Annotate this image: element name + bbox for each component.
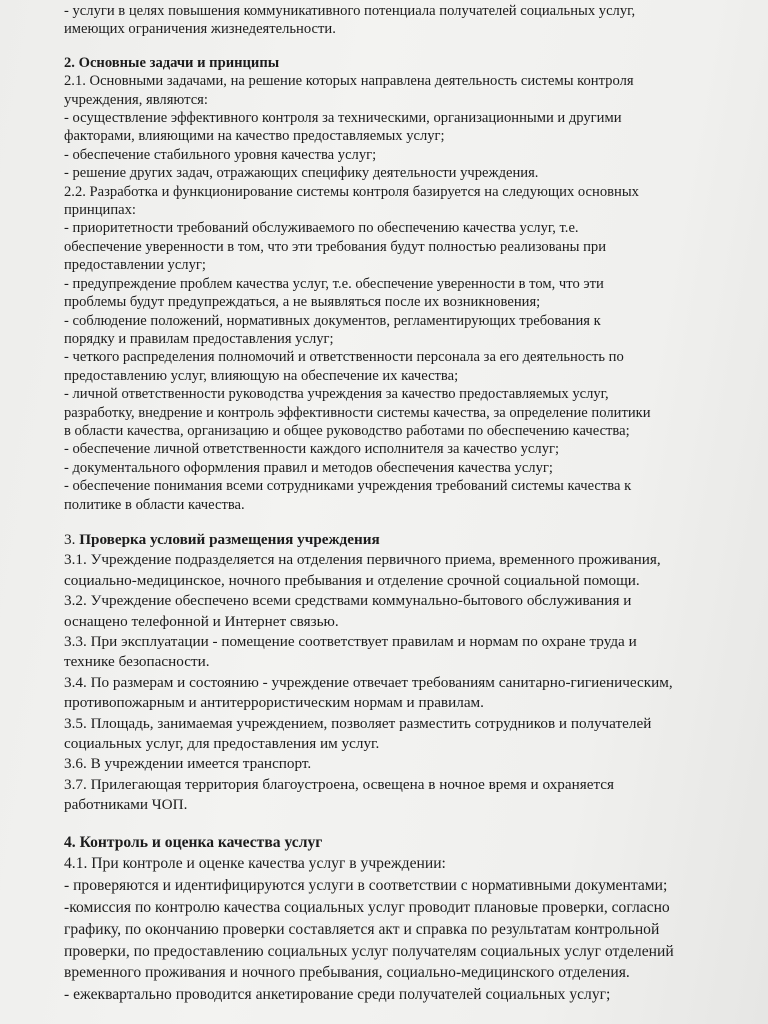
section-3-heading	[64, 530, 738, 550]
text-line: 2.2. Разработка и функционирование системы контроля базируется на следующих основных	[64, 183, 639, 200]
text-line: социально-медицинское, ночного пребывания и отделение срочной социальной помощи.	[64, 571, 640, 589]
text-line: - ежеквартально проводится анкетирование среди получателей социальных услуг;	[64, 986, 611, 1004]
text-line: политике в области качества.	[64, 496, 245, 513]
section-4	[64, 832, 738, 1006]
text-line: порядку и правилам предоставления услуг;	[64, 330, 334, 347]
section-3-heading-text: Проверка условий размещения учреждения	[79, 530, 380, 548]
text-line: технике безопасности.	[64, 653, 210, 671]
text-line: - документального оформления правил и методов обеспечения качества услуг;	[64, 459, 553, 476]
section-2-heading: 2. Основные задачи и принципы	[64, 54, 280, 71]
text-line: 4.1. При контроле и оценке качества услуг в учреждении:	[64, 855, 446, 873]
text-line: предоставлению услуг, влияющую на обеспечение их качества;	[64, 367, 459, 384]
text-line: - четкого распределения полномочий и ответственности персонала за его деятельность по	[64, 349, 624, 366]
text-line: - обеспечение понимания всеми сотрудниками учреждения требований системы качества к	[64, 478, 632, 495]
text-line: разработку, внедрение и контроль эффективности системы качества, за определение политики	[64, 404, 651, 421]
section-4-heading: 4. Контроль и оценка качества услуг	[64, 833, 323, 851]
text-line: - обеспечение личной ответственности каждого исполнителя за качество услуг;	[64, 441, 560, 458]
text-line: 3.7. Прилегающая территория благоустроена, освещена в ночное время и охраняется	[64, 775, 615, 793]
text-line: работниками ЧОП.	[64, 796, 188, 814]
text-line: - услуги в целях повышения коммуникативного потенциала получателей социальных услуг,	[64, 3, 636, 19]
text-line: - приоритетности требований обслуживаемого по обеспечению качества услуг, т.е.	[64, 220, 579, 237]
spacer	[64, 816, 738, 832]
section-3-heading-number: 3.	[64, 530, 80, 548]
text-line: - обеспечение стабильного уровня качества услуг;	[64, 146, 377, 163]
text-line: в области качества, организацию и общее руководство работами по обеспечению качества;	[64, 422, 630, 439]
text-line: - проверяются и идентифицируются услуги в соответствии с нормативными документами;	[64, 877, 668, 895]
text-line: - личной ответственности руководства учреждения за качество предоставляемых услуг,	[64, 386, 609, 403]
text-line: -комиссия по контролю качества социальных услуг проводит плановые проверки, согласно	[64, 899, 670, 917]
text-line: 3.1. Учреждение подразделяется на отделения первичного приема, временного проживания,	[64, 551, 661, 569]
text-line: 3.6. В учреждении имеется транспорт.	[64, 755, 312, 773]
text-line: факторами, влияющими на качество предоставляемых услуг;	[64, 128, 445, 145]
text-line: имеющих ограничения жизнедеятельности.	[64, 21, 336, 38]
intro-block	[64, 2, 738, 39]
text-line: 3.5. Площадь, занимаемая учреждением, позволяет разместить сотрудников и получателей	[64, 714, 652, 732]
text-line: графику, по окончанию проверки составляется акт и справка по результатам контрольной	[64, 920, 660, 938]
section-3	[64, 530, 738, 816]
text-line: проблемы будут предупреждаться, а не выявляться после их возникновения;	[64, 294, 541, 311]
text-line: проверки, по предоставлению социальных услуг получателям социальных услуг отделений	[64, 942, 674, 960]
text-line: учреждения, являются:	[64, 91, 208, 108]
text-line: - соблюдение положений, нормативных документов, регламентирующих требования к	[64, 312, 601, 329]
text-line: временного проживания и ночного пребывания, социально-медицинского отделения.	[64, 964, 630, 982]
text-line: - предупреждение проблем качества услуг, т.е. обеспечение уверенности в том, что эти	[64, 275, 604, 292]
text-line: - решение других задач, отражающих специфику деятельности учреждения.	[64, 165, 539, 182]
text-line: противопожарным и антитеррористическим нормам и правилам.	[64, 694, 484, 712]
text-line: предоставлении услуг;	[64, 257, 206, 274]
spacer	[64, 514, 738, 530]
text-line: принципах:	[64, 202, 136, 219]
text-line: 2.1. Основными задачами, на решение которых направлена деятельность системы контроля	[64, 73, 634, 90]
text-line: - осуществление эффективного контроля за техническими, организационными и другими	[64, 110, 622, 127]
text-line: социальных услуг, для предоставления им услуг.	[64, 735, 380, 753]
text-line: 3.2. Учреждение обеспечено всеми средствами коммунально-бытового обслуживания и	[64, 592, 632, 610]
text-line: 3.4. По размерам и состоянию - учреждение отвечает требованиям санитарно-гигиеническим,	[64, 673, 673, 691]
text-line: обеспечение уверенности в том, что эти требования будут полностью реализованы при	[64, 238, 607, 255]
section-2	[64, 54, 738, 514]
text-line: оснащено телефонной и Интернет связью.	[64, 612, 339, 630]
text-line: 3.3. При эксплуатации - помещение соответствует правилам и нормам по охране труда и	[64, 633, 637, 650]
spacer	[64, 39, 738, 54]
